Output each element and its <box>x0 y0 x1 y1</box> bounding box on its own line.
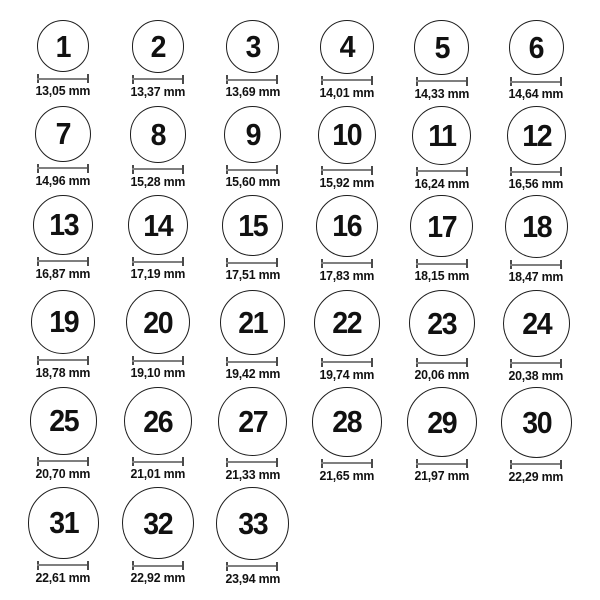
ring-size-item <box>300 387 395 482</box>
ring-circle <box>37 20 89 72</box>
diameter-label: 14,01 mm <box>319 84 375 100</box>
measure-tick-right-icon <box>87 74 89 83</box>
ring-circle <box>28 487 100 559</box>
ring-size-number: 9 <box>245 117 260 153</box>
diameter-measure-line <box>132 561 184 570</box>
ring-size-item <box>300 290 395 381</box>
measure-line <box>226 79 278 81</box>
measure-line <box>510 81 562 83</box>
ring-circle <box>505 195 568 258</box>
ring-size-number: 21 <box>237 305 267 340</box>
measure-tick-right-icon <box>276 75 278 84</box>
diameter-label: 20,06 mm <box>414 367 470 383</box>
ring-size-item <box>394 387 489 482</box>
ring-size-item <box>111 106 206 188</box>
measure-tick-right-icon <box>182 457 184 466</box>
diameter-measure-line <box>226 75 278 84</box>
diameter-label: 18,15 mm <box>414 268 470 284</box>
diameter-measure-line <box>321 358 373 367</box>
ring-size-number: 25 <box>48 403 78 439</box>
ring-size-number: 2 <box>150 28 166 64</box>
diameter-measure-line <box>510 167 562 176</box>
ring-size-item <box>394 20 489 100</box>
ring-circle <box>414 20 469 75</box>
measure-line <box>416 170 468 172</box>
diameter-measure-line <box>416 358 468 367</box>
ring-circle <box>130 106 187 163</box>
diameter-label: 14,64 mm <box>508 86 564 102</box>
measure-tick-right-icon <box>276 258 278 267</box>
ring-size-number: 31 <box>48 505 78 541</box>
ring-size-number: 23 <box>427 305 457 341</box>
ring-size-number: 27 <box>237 403 267 439</box>
ring-size-number: 4 <box>339 29 355 65</box>
ring-size-item <box>111 20 206 98</box>
measure-tick-right-icon <box>276 458 278 467</box>
diameter-measure-line <box>37 356 89 365</box>
ring-size-item <box>205 106 300 188</box>
chart-row <box>16 106 584 190</box>
measure-line <box>132 168 184 170</box>
ring-size-item <box>489 195 584 283</box>
measure-tick-right-icon <box>276 165 278 174</box>
diameter-measure-line <box>37 457 89 466</box>
diameter-label: 16,56 mm <box>508 176 564 192</box>
measure-tick-right-icon <box>87 257 89 266</box>
ring-size-item <box>205 387 300 481</box>
diameter-label: 17,83 mm <box>319 267 375 283</box>
ring-circle <box>509 20 564 75</box>
ring-size-item <box>111 387 206 480</box>
diameter-label: 13,37 mm <box>130 83 186 99</box>
diameter-measure-line <box>510 359 562 368</box>
measure-line <box>321 169 373 171</box>
ring-size-number: 13 <box>48 207 78 243</box>
diameter-label: 21,97 mm <box>414 468 470 484</box>
diameter-label: 20,38 mm <box>508 367 564 383</box>
ring-circle <box>409 290 475 356</box>
ring-circle <box>218 387 287 456</box>
ring-size-number: 32 <box>143 505 173 541</box>
ring-size-number: 5 <box>434 29 449 65</box>
diameter-label: 19,74 mm <box>319 366 375 382</box>
ring-circle <box>132 20 185 73</box>
ring-circle <box>320 20 374 74</box>
measure-tick-right-icon <box>182 165 184 174</box>
ring-circle <box>507 106 566 165</box>
ring-size-number: 17 <box>427 208 457 244</box>
diameter-label: 22,29 mm <box>508 468 564 484</box>
measure-line <box>510 171 562 173</box>
ring-size-item <box>205 487 300 585</box>
ring-circle <box>220 290 285 355</box>
measure-line <box>510 463 562 465</box>
ring-size-number: 24 <box>521 305 551 341</box>
ring-size-item <box>16 106 111 187</box>
ring-size-number: 7 <box>56 116 71 152</box>
ring-size-number: 11 <box>427 117 456 153</box>
diameter-measure-line <box>321 166 373 175</box>
diameter-measure-line <box>416 167 468 176</box>
measure-tick-right-icon <box>560 260 562 269</box>
measure-line <box>132 565 184 567</box>
diameter-measure-line <box>132 75 184 84</box>
ring-circle <box>410 195 472 257</box>
diameter-label: 16,87 mm <box>35 265 91 281</box>
diameter-measure-line <box>37 74 89 83</box>
diameter-label: 17,19 mm <box>130 266 186 282</box>
measure-line <box>321 361 373 363</box>
ring-size-number: 22 <box>332 305 362 341</box>
ring-size-item <box>111 290 206 379</box>
diameter-measure-line <box>510 77 562 86</box>
measure-tick-right-icon <box>371 166 373 175</box>
ring-circle <box>31 290 95 354</box>
measure-tick-right-icon <box>87 561 89 570</box>
diameter-measure-line <box>37 257 89 266</box>
measure-tick-right-icon <box>560 460 562 469</box>
diameter-measure-line <box>510 460 562 469</box>
ring-size-item <box>16 195 111 280</box>
diameter-label: 22,92 mm <box>130 570 186 586</box>
measure-tick-right-icon <box>276 357 278 366</box>
ring-circle <box>216 487 289 560</box>
diameter-label: 15,60 mm <box>225 174 280 190</box>
ring-size-item <box>489 20 584 100</box>
diameter-label: 14,96 mm <box>35 172 91 188</box>
ring-size-number: 8 <box>150 116 166 152</box>
measure-line <box>226 461 278 463</box>
measure-tick-right-icon <box>182 561 184 570</box>
measure-tick-right-icon <box>276 562 278 571</box>
diameter-label: 16,24 mm <box>414 175 470 191</box>
measure-tick-right-icon <box>371 76 373 85</box>
measure-tick-right-icon <box>87 457 89 466</box>
measure-tick-right-icon <box>87 356 89 365</box>
measure-line <box>321 462 373 464</box>
ring-size-item <box>300 20 395 99</box>
diameter-label: 21,33 mm <box>225 466 280 482</box>
measure-line <box>132 261 184 263</box>
ring-circle <box>122 487 194 559</box>
measure-line <box>321 79 373 81</box>
diameter-measure-line <box>132 257 184 266</box>
measure-tick-right-icon <box>87 164 89 173</box>
ring-circle <box>224 106 281 163</box>
ring-size-item <box>394 195 489 282</box>
ring-size-number: 15 <box>237 208 267 244</box>
measure-tick-right-icon <box>466 459 468 468</box>
measure-line <box>510 264 562 266</box>
diameter-measure-line <box>226 357 278 366</box>
ring-size-number: 3 <box>245 29 260 65</box>
measure-line <box>416 263 468 265</box>
measure-line <box>226 361 278 363</box>
diameter-measure-line <box>321 459 373 468</box>
diameter-measure-line <box>321 76 373 85</box>
measure-tick-right-icon <box>182 257 184 266</box>
ring-circle <box>126 290 190 354</box>
diameter-label: 19,42 mm <box>225 366 280 381</box>
measure-line <box>226 262 278 264</box>
measure-line <box>132 78 184 80</box>
measure-line <box>37 564 89 566</box>
measure-line <box>321 262 373 264</box>
measure-tick-right-icon <box>560 359 562 368</box>
measure-line <box>37 460 89 462</box>
measure-tick-right-icon <box>560 167 562 176</box>
measure-tick-right-icon <box>466 167 468 176</box>
measure-line <box>510 362 562 364</box>
chart-row <box>16 20 584 100</box>
ring-circle <box>314 290 380 356</box>
measure-line <box>132 461 184 463</box>
measure-line <box>226 565 278 567</box>
measure-line <box>37 78 89 80</box>
diameter-label: 15,28 mm <box>130 173 186 189</box>
diameter-measure-line <box>132 457 184 466</box>
diameter-label: 18,78 mm <box>35 364 91 380</box>
diameter-measure-line <box>321 259 373 268</box>
diameter-label: 21,65 mm <box>319 467 375 483</box>
ring-size-item <box>489 106 584 190</box>
measure-tick-right-icon <box>182 75 184 84</box>
diameter-measure-line <box>132 356 184 365</box>
ring-size-item <box>394 106 489 190</box>
diameter-measure-line <box>416 77 468 86</box>
ring-circle <box>35 106 91 162</box>
ring-size-number: 33 <box>237 505 267 541</box>
diameter-measure-line <box>37 164 89 173</box>
measure-tick-right-icon <box>371 459 373 468</box>
measure-line <box>416 80 468 82</box>
measure-line <box>226 169 278 171</box>
ring-size-item <box>300 106 395 189</box>
ring-size-number: 18 <box>521 209 551 245</box>
measure-line <box>416 463 468 465</box>
ring-circle <box>316 195 378 257</box>
ring-size-item <box>111 195 206 280</box>
diameter-measure-line <box>226 165 278 174</box>
measure-tick-right-icon <box>182 356 184 365</box>
ring-circle <box>312 387 382 457</box>
ring-size-item <box>16 387 111 480</box>
ring-circle <box>128 195 188 255</box>
diameter-label: 22,61 mm <box>35 569 91 585</box>
measure-tick-right-icon <box>466 358 468 367</box>
ring-size-number: 19 <box>48 304 78 340</box>
ring-size-number: 26 <box>143 403 173 439</box>
measure-line <box>416 362 468 364</box>
chart-row <box>16 487 584 585</box>
ring-size-number: 28 <box>332 404 362 440</box>
measure-tick-right-icon <box>466 77 468 86</box>
ring-circle <box>226 20 279 73</box>
ring-size-item <box>111 487 206 584</box>
diameter-label: 13,69 mm <box>225 84 280 100</box>
ring-circle <box>503 290 570 357</box>
ring-size-item <box>300 195 395 282</box>
ring-size-number: 20 <box>143 304 173 340</box>
measure-line <box>37 167 89 169</box>
ring-size-item <box>489 387 584 483</box>
measure-line <box>37 260 89 262</box>
ring-size-number: 6 <box>529 30 544 66</box>
ring-circle <box>501 387 572 458</box>
chart-row <box>16 195 584 283</box>
ring-size-number: 10 <box>332 117 362 153</box>
measure-line <box>37 359 89 361</box>
measure-tick-right-icon <box>560 77 562 86</box>
ring-circle <box>222 195 283 256</box>
diameter-label: 21,01 mm <box>130 466 186 482</box>
diameter-measure-line <box>226 562 278 571</box>
ring-size-number: 30 <box>521 404 551 440</box>
measure-tick-right-icon <box>371 259 373 268</box>
diameter-label: 15,92 mm <box>319 174 375 190</box>
ring-size-item <box>489 290 584 382</box>
diameter-label: 17,51 mm <box>225 267 280 283</box>
diameter-label: 23,94 mm <box>225 570 280 586</box>
ring-circle <box>30 387 98 455</box>
diameter-label: 20,70 mm <box>35 465 91 481</box>
ring-circle <box>412 106 471 165</box>
ring-size-number: 29 <box>427 404 457 440</box>
diameter-measure-line <box>510 260 562 269</box>
diameter-measure-line <box>226 258 278 267</box>
measure-tick-right-icon <box>371 358 373 367</box>
diameter-measure-line <box>37 561 89 570</box>
diameter-label: 19,10 mm <box>130 365 186 381</box>
ring-size-number: 14 <box>143 207 173 243</box>
diameter-measure-line <box>416 259 468 268</box>
diameter-label: 13,05 mm <box>35 83 91 98</box>
ring-circle <box>407 387 477 457</box>
ring-size-item <box>16 20 111 97</box>
diameter-measure-line <box>132 165 184 174</box>
ring-size-item <box>16 290 111 379</box>
ring-circle <box>124 387 192 455</box>
ring-size-item <box>394 290 489 381</box>
chart-row <box>16 387 584 483</box>
diameter-label: 14,33 mm <box>414 85 470 101</box>
ring-size-item <box>16 487 111 584</box>
ring-circle <box>33 195 93 255</box>
diameter-measure-line <box>226 458 278 467</box>
ring-circle <box>318 106 376 164</box>
ring-size-item <box>205 20 300 98</box>
ring-size-number: 16 <box>332 208 362 244</box>
ring-size-item <box>205 195 300 281</box>
chart-row <box>16 290 584 382</box>
measure-tick-right-icon <box>466 259 468 268</box>
measure-line <box>132 360 184 362</box>
ring-size-number: 1 <box>56 28 71 64</box>
ring-size-item <box>205 290 300 380</box>
diameter-measure-line <box>416 459 468 468</box>
diameter-label: 18,47 mm <box>508 269 564 285</box>
ring-size-number: 12 <box>521 118 551 154</box>
